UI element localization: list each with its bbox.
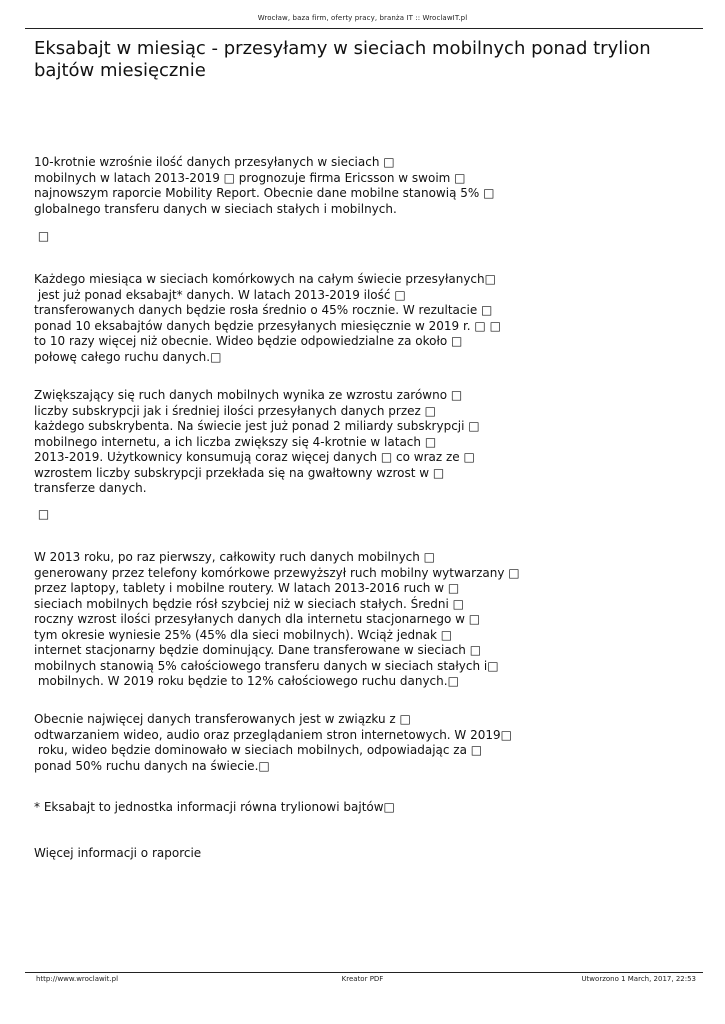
title-line: bajtów miesięcznie [34, 60, 206, 81]
text-line: W 2013 roku, po raz pierwszy, całkowity ruch danych mobilnych □ [34, 550, 436, 564]
text-line: mobilnych w latach 2013-2019 □ prognozuje firma Ericsson w swoim □ [34, 170, 466, 185]
article-title [34, 38, 694, 82]
footer-created-date: Utworzono 1 March, 2017, 22:53 [581, 975, 696, 983]
footer-divider [25, 972, 703, 973]
footnote [34, 800, 714, 816]
title-line: Eksabajt w miesiąc - przesyłamy w sieciach mobilnych ponad trylion [34, 38, 651, 59]
text-line: roku, wideo będzie dominowało w sieciach mobilnych, odpowiadając za □ [34, 743, 483, 757]
paragraph-1 [34, 155, 714, 217]
text-line: tym okresie wyniesie 25% (45% dla sieci mobilnych). Wciąż jednak □ [34, 627, 453, 642]
text-line: to 10 razy więcej niż obecnie. Wideo będzie odpowiedzialne za około □ [34, 334, 463, 348]
text-line: □ [34, 229, 50, 243]
text-line: Obecnie najwięcej danych transferowanych jest w związku z □ [34, 712, 411, 726]
text-line: 10-krotnie wzrośnie ilość danych przesyłanych w sieciach □ [34, 155, 395, 169]
text-line: najnowszym raporcie Mobility Report. Obecnie dane mobilne stanowią 5% □ [34, 186, 495, 200]
paragraph-7 [34, 712, 714, 774]
text-line: ponad 50% ruchu danych na świecie.□ [34, 758, 270, 773]
footer-generator: Kreator PDF [341, 975, 384, 983]
text-line: roczny wzrost ilości przesyłanych danych dla internetu stacjonarnego w □ [34, 612, 481, 626]
text-line: globalnego transferu danych w sieciach stałych i mobilnych. [34, 201, 397, 216]
more-info-link[interactable] [34, 846, 714, 862]
text-line: liczby subskrypcji jak i średniej ilości przesyłanych danych przez □ [34, 403, 436, 418]
text-line: każdego subskrybenta. Na świecie jest już ponad 2 miliardy subskrypcji □ [34, 419, 480, 433]
text-line: * Eksabajt to jednostka informacji równa trylionowi bajtów□ [34, 800, 395, 814]
text-line: internet stacjonarny będzie dominujący. Dane transferowane w sieciach □ [34, 643, 482, 657]
header-divider [25, 28, 703, 29]
text-line: przez laptopy, tablety i mobilne routery. W latach 2013-2016 ruch w □ [34, 581, 460, 595]
page-header: Wrocław, baza firm, oferty pracy, branża IT :: WroclawIT.pl [257, 14, 468, 22]
text-line: odtwarzaniem wideo, audio oraz przeglądaniem stron internetowych. W 2019□ [34, 727, 512, 742]
footer-url[interactable]: http://www.wroclawit.pl [36, 975, 119, 983]
paragraph-2 [34, 229, 714, 245]
text-line: 2013-2019. Użytkownicy konsumują coraz więcej danych □ co wraz ze □ [34, 450, 475, 464]
text-line: Więcej informacji o raporcie [34, 846, 202, 860]
text-line: □ [34, 507, 50, 521]
text-line: wzrostem liczby subskrypcji przekłada się na gwałtowny wzrost w □ [34, 465, 445, 480]
text-line: Każdego miesiąca w sieciach komórkowych na całym świecie przesyłanych□ [34, 272, 496, 286]
text-line: sieciach mobilnych będzie rósł szybciej niż w sieciach stałych. Średni □ [34, 596, 464, 611]
paragraph-6 [34, 550, 714, 690]
paragraph-5 [34, 507, 714, 523]
text-line: ponad 10 eksabajtów danych będzie przesyłanych miesięcznie w 2019 r. □ □ [34, 318, 501, 333]
paragraph-4 [34, 388, 714, 497]
text-line: mobilnych stanowią 5% całościowego transferu danych w sieciach stałych i□ [34, 658, 499, 673]
text-line: transferowanych danych będzie rosła średnio o 45% rocznie. W rezultacie □ [34, 303, 493, 317]
text-line: mobilnego internetu, a ich liczba zwiększy się 4-krotnie w latach □ [34, 434, 437, 449]
paragraph-3 [34, 272, 714, 365]
text-line: transferze danych. [34, 481, 147, 495]
text-line: mobilnych. W 2019 roku będzie to 12% całościowego ruchu danych.□ [34, 674, 459, 688]
text-line: Zwiększający się ruch danych mobilnych wynika ze wzrostu zarówno □ [34, 388, 463, 402]
text-line: połowę całego ruchu danych.□ [34, 349, 222, 364]
text-line: generowany przez telefony komórkowe przewyższył ruch mobilny wytwarzany □ [34, 565, 520, 580]
text-line: jest już ponad eksabajt* danych. W latach 2013-2019 ilość □ [34, 287, 406, 302]
